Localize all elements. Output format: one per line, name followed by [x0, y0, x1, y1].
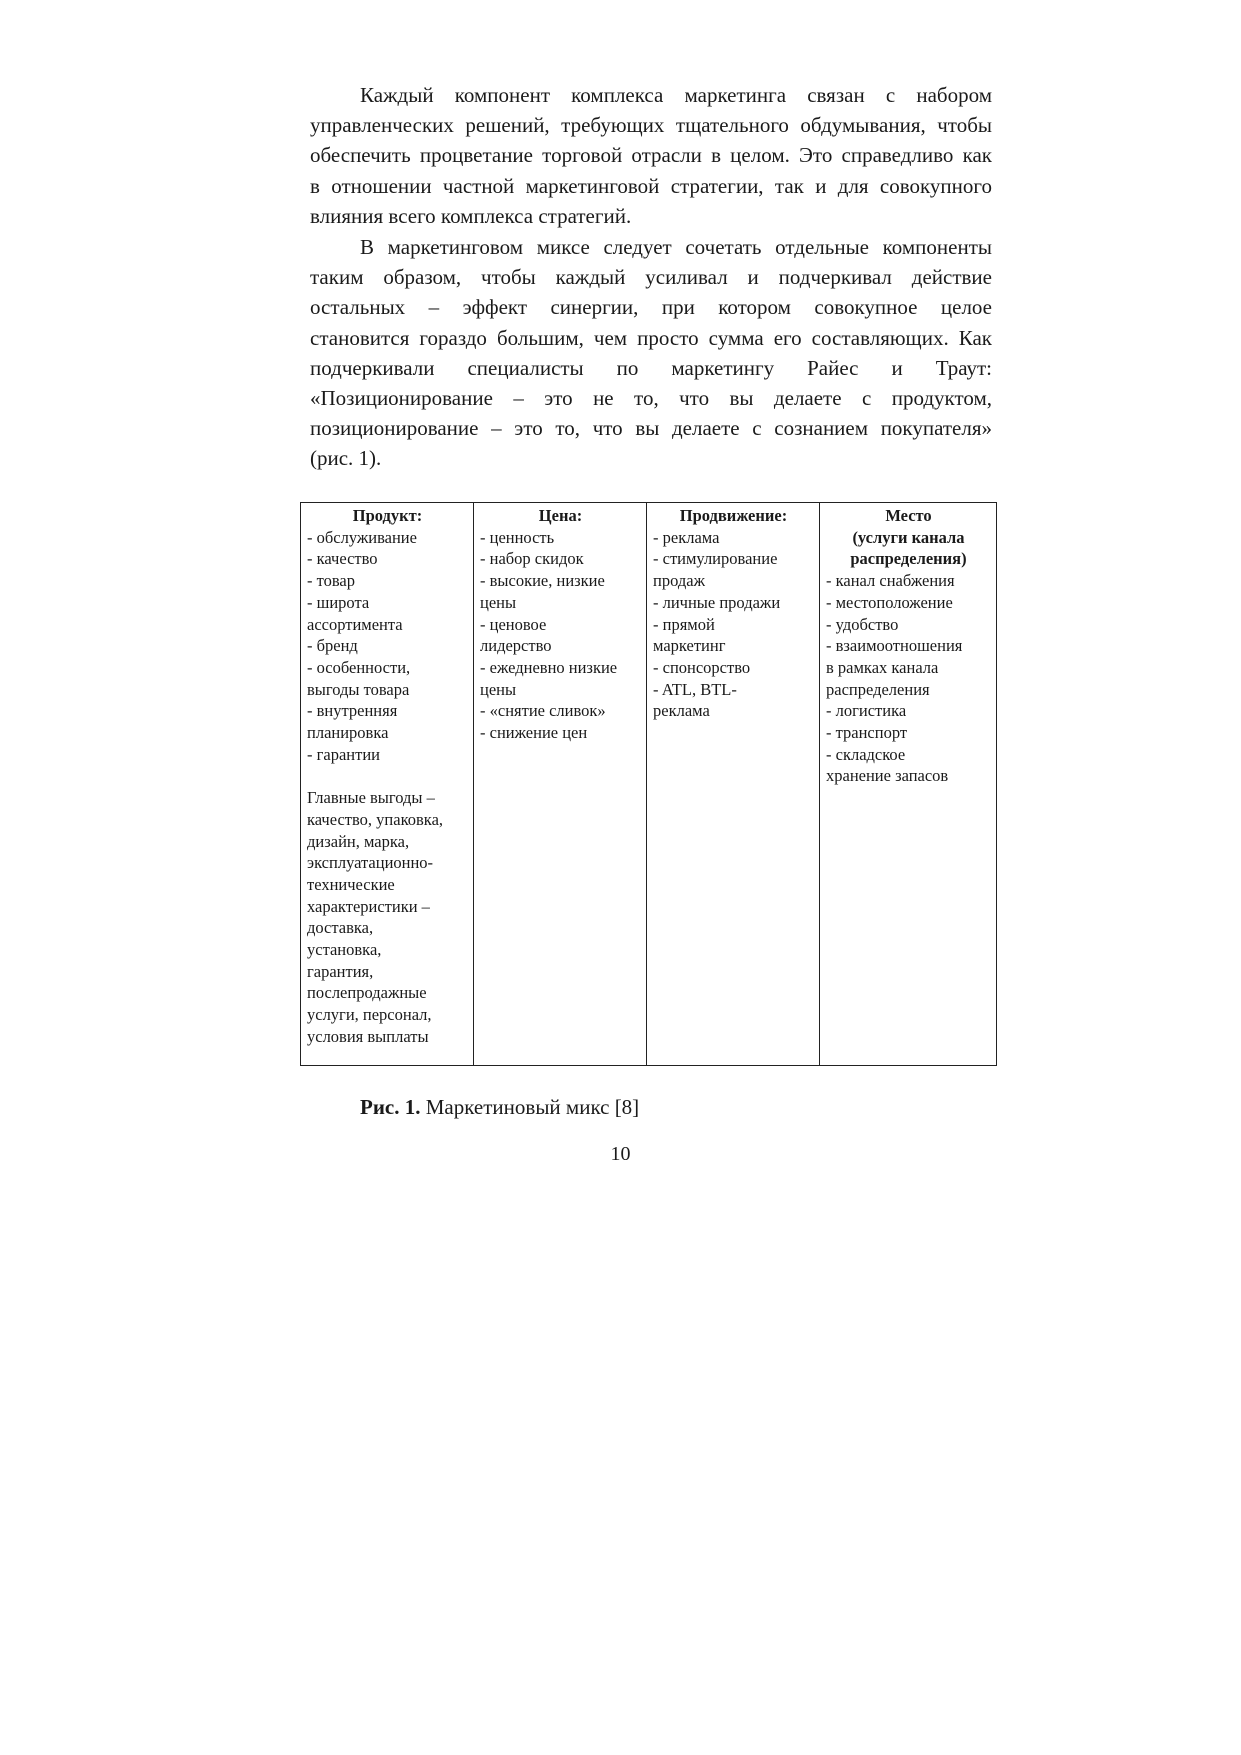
column-place: [820, 503, 997, 1066]
list-item: - обслуживание: [307, 527, 417, 547]
list-item: - складское: [826, 744, 906, 764]
paragraph-1-line: обеспечить процветание торговой отрасли в целом. Это справедливо как: [310, 143, 992, 168]
list-item: гарантия,: [307, 961, 374, 981]
paragraph-2-line: становится гораздо большим, чем просто сумма его составляющих. Как: [310, 325, 992, 350]
list-item: дизайн, марка,: [307, 831, 410, 851]
paragraph-1-line: в отношении частной маркетинговой стратегии, так и для совокупного: [310, 173, 992, 198]
list-item: - логистика: [826, 701, 907, 721]
column-header: Продвижение:: [679, 506, 788, 525]
list-item: цены: [480, 592, 517, 612]
figure-caption-label: Рис. 1.: [360, 1095, 421, 1119]
paragraph-2-line: (рис. 1).: [310, 446, 382, 471]
figure-caption: [360, 1095, 639, 1120]
list-item: доставка,: [307, 918, 374, 938]
list-item: качество, упаковка,: [307, 809, 444, 829]
list-item: - транспорт: [826, 723, 908, 743]
list-item: - внутренняя: [307, 701, 398, 721]
list-item: - ценовое: [480, 614, 547, 634]
list-item: - снижение цен: [480, 723, 588, 743]
list-item: послепродажные: [307, 983, 427, 1003]
spacer: [307, 765, 468, 787]
list-item: в рамках канала: [826, 657, 939, 677]
list-item: - ежедневно низкие: [480, 657, 618, 677]
list-item: реклама: [653, 701, 710, 721]
list-item: - личные продажи: [653, 592, 781, 612]
table-row: [301, 503, 997, 1066]
list-item: - прямой: [653, 614, 715, 634]
paragraph-2-line: позиционирование – это то, что вы делаете с сознанием покупателя»: [310, 416, 992, 441]
list-item: - реклама: [653, 527, 720, 547]
list-item: установка,: [307, 940, 382, 960]
list-item: - высокие, низкие: [480, 571, 605, 591]
list-item: лидерство: [480, 636, 552, 656]
list-item: условия выплаты: [307, 1026, 429, 1046]
list-item: - канал снабжения: [826, 571, 955, 591]
paragraph-2-line: подчеркивали специалисты по маркетингу Райес и Траут:: [310, 355, 992, 380]
list-item: - широта: [307, 592, 370, 612]
list-item: - местоположение: [826, 592, 953, 612]
list-item: хранение запасов: [826, 766, 949, 786]
paragraph-2-line: «Позиционирование – это не то, что вы делаете с продуктом,: [310, 386, 992, 411]
list-item: - набор скидок: [480, 549, 584, 569]
column-header: Место: [885, 506, 932, 525]
paragraph-1-line: Каждый компонент комплекса маркетинга связан с набором: [360, 83, 992, 107]
paragraph-1: [310, 80, 992, 231]
paragraph-2-line: остальных – эффект синергии, при котором совокупное целое: [310, 295, 992, 320]
list-item: выгоды товара: [307, 679, 410, 699]
list-item: - бренд: [307, 636, 358, 656]
list-item: ассортимента: [307, 614, 403, 634]
list-item: Главные выгоды –: [307, 788, 435, 808]
marketing-mix-table: [300, 502, 997, 1066]
list-item: цены: [480, 679, 517, 699]
list-item: - спонсорство: [653, 657, 751, 677]
list-item: маркетинг: [653, 636, 726, 656]
list-item: - ценность: [480, 527, 555, 547]
column-promotion: [647, 503, 820, 1066]
column-header: распределения): [850, 549, 967, 569]
column-header: (услуги канала: [852, 527, 965, 547]
paragraph-2-line: таким образом, чтобы каждый усиливал и подчеркивал действие: [310, 265, 992, 290]
list-item: - качество: [307, 549, 378, 569]
page-number: 10: [610, 1143, 631, 1165]
paragraph-1-line: управленческих решений, требующих тщательного обдумывания, чтобы: [310, 113, 992, 138]
list-item: - взаимоотношения: [826, 636, 963, 656]
column-product: [301, 503, 474, 1066]
list-item: - удобство: [826, 614, 899, 634]
list-item: - ATL, BTL-: [653, 679, 737, 699]
list-item: эксплуатационно-: [307, 853, 434, 873]
list-item: характеристики –: [307, 896, 430, 916]
list-item: - особенности,: [307, 657, 411, 677]
list-item: - стимулирование: [653, 549, 778, 569]
figure-caption-text: Маркетиновый микс [8]: [420, 1095, 640, 1119]
list-item: - гарантии: [307, 744, 380, 764]
list-item: распределения: [826, 679, 930, 699]
column-price: [474, 503, 647, 1066]
paragraph-2: [310, 232, 992, 474]
list-item: планировка: [307, 723, 389, 743]
list-item: технические: [307, 874, 395, 894]
paragraph-1-line: влияния всего комплекса стратегий.: [310, 203, 632, 228]
paragraph-2-line: В маркетинговом миксе следует сочетать отдельные компоненты: [360, 235, 992, 259]
column-header: Цена:: [538, 506, 583, 525]
list-item: - товар: [307, 571, 356, 591]
list-item: услуги, персонал,: [307, 1005, 432, 1025]
list-item: продаж: [653, 571, 705, 591]
column-header: Продукт:: [352, 506, 423, 525]
list-item: - «снятие сливок»: [480, 701, 606, 721]
